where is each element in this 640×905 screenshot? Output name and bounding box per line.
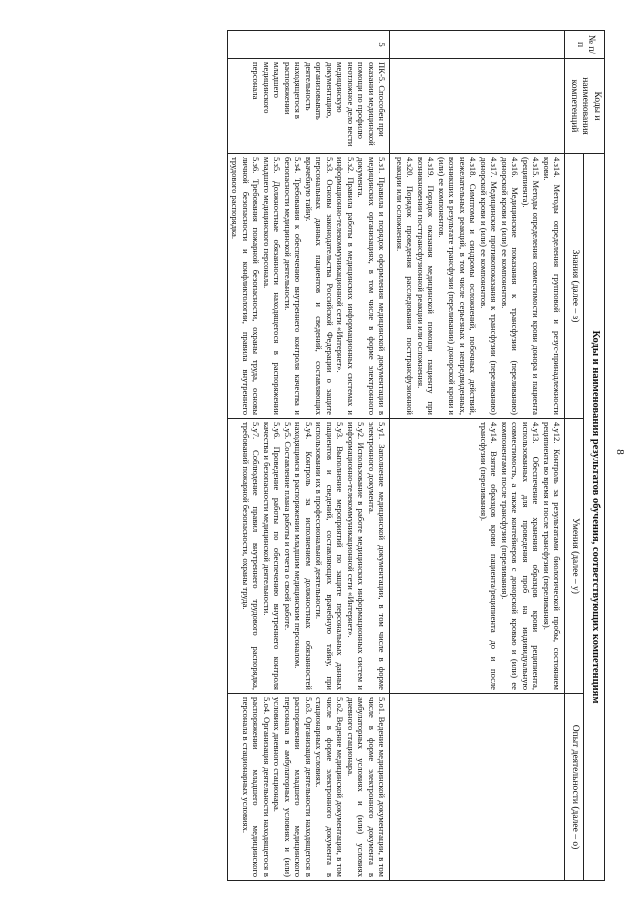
skill-item: 5.у4. Контроль за исполнением должностных обязанностей находящимся в распоряжении младшим медицинским персоналом. bbox=[293, 422, 314, 690]
knowledge-item: 5.з1. Правила и порядок оформления медицинской документации в медицинских организациях, в том числе в форме электронного документа. bbox=[356, 157, 388, 415]
experience-cell bbox=[390, 694, 565, 881]
skill-item: 5.у7. Соблюдение правил внутреннего трудового распорядка, требований пожарной безопасности, охраны труда. bbox=[240, 422, 262, 690]
experience-item: 5.о2. Ведение медицинской документации, в том числе в форме электронного документа в стационарных условиях. bbox=[314, 697, 346, 877]
knowledge-item: 4.з18. Симптомы и синдромы осложнений, побочных действий, нежелательных реакций, в том числе серьезных и непредвиденных, возникших в результате трансфузии (переливании) донорской крови и (или) ее компонентов. bbox=[436, 157, 479, 415]
competence-cell bbox=[228, 59, 390, 154]
knowledge-item: 4.з17. Медицинские противопоказания к трансфузии (переливанию) донорской крови и (или) ее компонентов. bbox=[478, 157, 500, 415]
competence-table bbox=[227, 30, 605, 881]
knowledge-item: 4.з15. Методы определения совместимости крови донора и пациента (реципиента). bbox=[520, 157, 542, 415]
header-row-2 bbox=[565, 31, 584, 881]
skill-item: 4.у13. Обеспечение хранения образцов крови реципиента, использованных для проведения проб на индивидуальную совместимость, а также контейнеров с донорской кровью и (или) ее компонентами после трансфузии (переливания). bbox=[499, 422, 542, 690]
skill-item: 5.у5. Составление плана работы и отчета о своей работе. bbox=[282, 422, 293, 631]
skill-item: 4.у12. Контроль за результатами биологической пробы, состоянием реципиента во время и после трансфузии (переливания). bbox=[541, 422, 563, 690]
skill-item: 5.у6. Проведение работы по обеспечению внутреннего контроля качества и безопасности медицинской деятельности. bbox=[261, 422, 283, 690]
col-num-header: № п/п bbox=[565, 31, 605, 59]
table-row bbox=[390, 31, 565, 881]
knowledge-item: 5.з5. Должностные обязанности находящегося в распоряжении младшего медицинского персонала. bbox=[261, 157, 283, 415]
skill-item: 5.у3. Выполнение мероприятий по защите персональных данных пациентов и сведений, составляющих врачебную тайну, при использовании их в профессиональной деятельности. bbox=[314, 422, 346, 690]
knowledge-item: 5.з4. Требования к обеспечению внутреннего контроля качества и безопасности медицинской деятельности. bbox=[282, 157, 304, 415]
skills-cell bbox=[390, 419, 565, 694]
group-header: Коды и наименования результатов обучения, соответствующих компетенциям bbox=[584, 154, 605, 881]
col-codes-header: Коды и наименования компетенций bbox=[565, 59, 605, 154]
page-number: 8 bbox=[614, 449, 626, 455]
skills-cell bbox=[228, 419, 390, 694]
row-number: 5 bbox=[377, 42, 388, 47]
knowledge-item: 4.з19. Порядок оказания медицинской помощи пациенту при возникновении посттрансфузионной реакции или осложнения. bbox=[415, 157, 437, 415]
skill-item: 5.у1. Заполнение медицинской документации, в том числе в форме электронного документа. bbox=[366, 422, 388, 690]
knowledge-cell bbox=[228, 154, 390, 419]
col-experience-header: Опыт деятельности (далее – о) bbox=[565, 694, 584, 881]
skill-item: 5.у2. Использование в работе медицинских информационных систем и информационно-телекоммуникационной сети «Интернет». bbox=[345, 422, 367, 690]
experience-item: 5.о3. Организация деятельности находящегося в распоряжении младшего медицинского персонала в амбулаторных условиях и (или) условиях дневного стационара. bbox=[272, 697, 314, 877]
knowledge-item: 5.з3. Основы законодательства Российской Федерации о защите персональных данных пациентов и сведений, составляющих врачебную тайну. bbox=[303, 157, 335, 415]
rotated-page bbox=[25, 30, 605, 880]
competence-cell bbox=[390, 59, 565, 154]
knowledge-cell bbox=[390, 154, 565, 419]
row-number-cell bbox=[390, 31, 565, 59]
col-skills-header: Умения (далее – у) bbox=[565, 419, 584, 694]
experience-cell bbox=[228, 694, 390, 881]
experience-item: 5.о4. Организация деятельности находящегося в распоряжении младшего медицинского персонала в стационарных условиях. bbox=[240, 697, 272, 877]
knowledge-item: 4.з16. Медицинские показания к трансфузии (переливанию) донорской крови и (или) ее компонентов. bbox=[499, 157, 521, 415]
knowledge-item: 5.з2. Правила работы в медицинских информационных системах и информационно-телекоммуникационной сети «Интернет». bbox=[335, 157, 356, 415]
header-row-1 bbox=[584, 31, 605, 881]
row-number-cell bbox=[228, 31, 390, 59]
col-knowledge-header: Знания (далее – з) bbox=[565, 154, 584, 419]
knowledge-item: 4.з20. Порядок проведения расследования посттрансфузионной реакции или осложнения. bbox=[395, 157, 416, 415]
knowledge-item: 4.з14. Методы определения групповой и резус-принадлежности крови. bbox=[541, 157, 563, 415]
knowledge-item: 5.з6. Требования пожарной безопасности, охраны труда, основы личной безопасности и конфликтологии, правила внутреннего трудового распорядка. bbox=[230, 157, 262, 415]
skill-item: 4.у14. Взятие образцов крови пациента/реципиента до и после трансфузии (переливания). bbox=[478, 422, 500, 690]
table-row bbox=[228, 31, 390, 881]
experience-item: 5.о1. Ведение медицинской документации, в том числе в форме электронного документа в амбулаторных условиях и (или) условиях дневного стационара. bbox=[345, 697, 388, 877]
competence-text: ПК-5. Способен при оказании медицинской помощи по профилю неотложное дело вести медицинскую документацию, организовывать деятельность находящегося в распоряжении младшего медицинского персонала bbox=[251, 62, 388, 147]
